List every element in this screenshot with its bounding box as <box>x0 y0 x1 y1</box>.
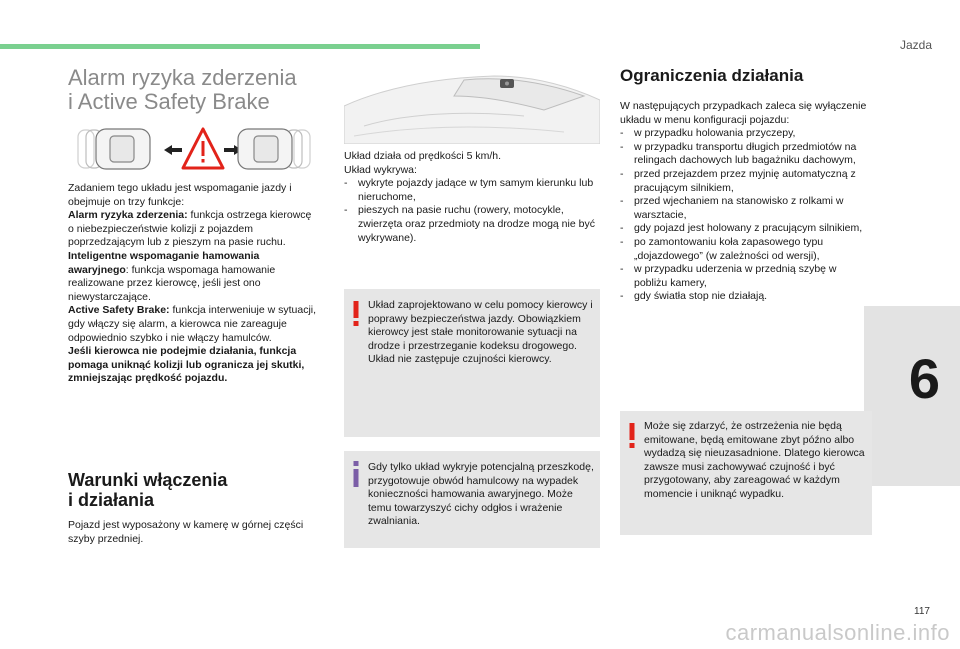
list-item: - przed przejazdem przez myjnię automatyczną z pracującym silnikiem, <box>620 168 872 195</box>
limits-text-block <box>620 100 872 304</box>
watermark: carmanualsonline.info <box>725 620 950 645</box>
limits-intro: W następujących przypadkach zaleca się wyłączenie układu w menu konfiguracji pojazdu: <box>620 100 867 126</box>
intro-text-block <box>68 182 320 386</box>
function-active-safety-brake: Active Safety Brake: funkcja interweniuje w sytuacji, gdy włączy się alarm, a kierowca nie zareaguje odpowiednio szybko i nie włączy hamulców. <box>68 304 317 344</box>
exclamation-icon <box>626 423 638 449</box>
limits-list <box>620 127 872 304</box>
list-item: - pieszych na pasie ruchu (rowery, motocykle, zwierzęta oraz przedmioty na drodze mogą nie być wykrywane). <box>344 204 600 245</box>
list-item: - w przypadku transportu długich przedmiotów na relingach dachowych lub bagażniku dachowym, <box>620 141 872 168</box>
exclamation-icon <box>350 301 362 327</box>
operation-detects: Układ wykrywa: <box>344 163 417 176</box>
chapter-number: 6 <box>908 347 940 410</box>
info-icon <box>350 461 362 487</box>
info-box <box>344 451 600 548</box>
list-item: - w przypadku holowania przyczepy, <box>620 127 872 141</box>
warning-text: Układ zaprojektowano w celu pomocy kierowcy i poprawy bezpieczeństwa jazdy. Obowiązkiem kierowcy jest stałe monitorowanie sytuacji na drodze i przestrzeganie kodeksu drogowego. Układ nie zastępuje czujności kierowcy. <box>368 299 593 366</box>
intro-paragraph: Zadaniem tego układu jest wspomaganie jazdy i obejmuje on trzy funkcje: <box>68 182 292 208</box>
conditions-heading: Warunki włączenia i działania <box>68 470 228 510</box>
page-title-line2: i Active Safety Brake <box>68 89 270 114</box>
conditions-text: Pojazd jest wyposażony w kamerę w górnej części szyby przedniej. <box>68 519 304 545</box>
top-accent-bar <box>0 44 480 49</box>
list-item: - wykryte pojazdy jadące w tym samym kierunku lub nieruchome, <box>344 177 600 204</box>
page-number: 117 <box>914 606 930 617</box>
page-title <box>68 66 297 114</box>
limits-heading: Ograniczenia działania <box>620 66 804 85</box>
function-braking-assist: Inteligentne wspomaganie hamowania awaryjnego: funkcja wspomaga hamowanie realizowane przez kierowcę, jeśli jest ono niewystarczające. <box>68 249 276 303</box>
page-title-line1: Alarm ryzyka zderzenia <box>68 65 297 90</box>
list-item: - gdy pojazd jest holowany z pracującym silnikiem, <box>620 222 872 236</box>
camera-icon <box>500 79 514 88</box>
rear-car-icon <box>78 129 150 169</box>
warning-box <box>344 289 600 437</box>
warning-box-limits <box>620 411 872 535</box>
section-label: Jazda <box>899 38 932 52</box>
list-item: - przed wjechaniem na stanowisko z rolkami w warsztacie, <box>620 195 872 222</box>
warning-text: Może się zdarzyć, że ostrzeżenia nie będą emitowane, będą emitowane zbyt późno albo wydadzą się nieuzasadnione. Dlatego kierowca zawsze musi zachowywać czujność i być przygotowany, aby zareagować w każdym momencie i uniknąć wypadku. <box>644 420 865 500</box>
info-text: Gdy tylko układ wykryje potencjalną przeszkodę, przygotowuje obwód hamulcowy na wypadek konieczności hamowania awaryjnego. Może temu towarzyszyć cichy odgłos i wrażenie zwalniania. <box>368 461 594 528</box>
warning-triangle-icon <box>183 129 223 168</box>
function-summary: Jeśli kierowca nie podejmie działania, funkcja pomaga uniknąć kolizji lub ogranicza jej skutki, zmniejszając prędkość pojazdu. <box>68 345 305 385</box>
list-item: - gdy światła stop nie działają. <box>620 290 872 304</box>
front-car-icon <box>238 129 310 169</box>
operation-text-block <box>344 150 600 245</box>
detection-list <box>344 177 600 245</box>
list-item: - w przypadku uderzenia w przednią szybę w pobliżu kamery, <box>620 263 872 290</box>
list-item: - po zamontowaniu koła zapasowego typu „dojazdowego” (w zależności od wersji), <box>620 236 872 263</box>
collision-schematic-illustration <box>68 126 320 174</box>
car-windshield-camera-illustration <box>344 66 600 144</box>
operation-speed: Układ działa od prędkości 5 km/h. <box>344 150 501 162</box>
function-collision-alert: Alarm ryzyka zderzenia: funkcja ostrzega kierowcę o niebezpieczeństwie kolizji z pojazdem poprzedzającym lub z pieszym na pasie ruchu. <box>68 209 312 249</box>
